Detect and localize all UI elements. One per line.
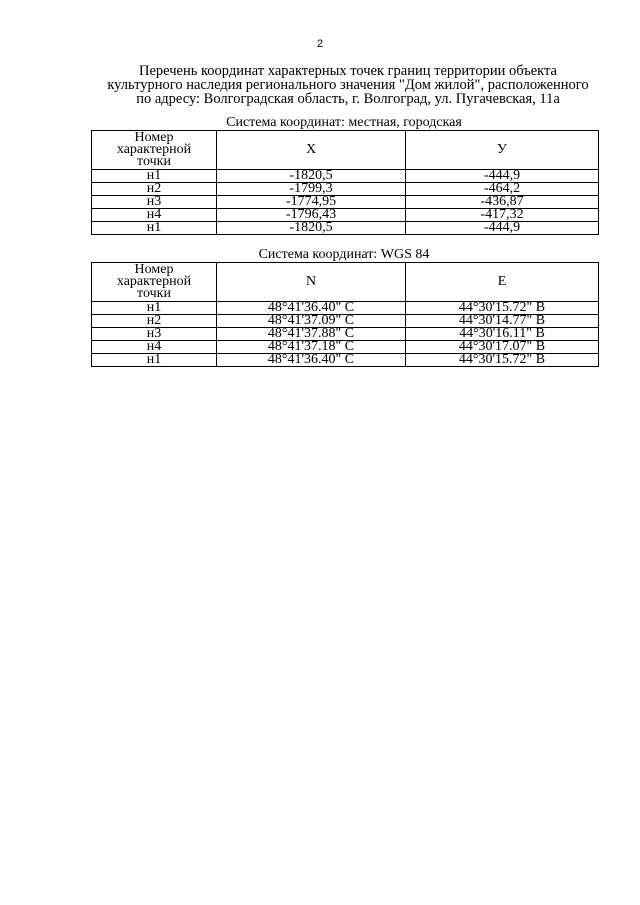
header-e: E bbox=[406, 263, 599, 302]
longitude-cell: 44°30'15.72" В bbox=[406, 302, 599, 315]
point-cell: н1 bbox=[92, 302, 217, 315]
table-row bbox=[92, 209, 599, 222]
table-row bbox=[92, 354, 599, 367]
y-cell: -436,87 bbox=[406, 196, 599, 209]
header-point-line: Номер bbox=[134, 262, 174, 277]
point-cell: н1 bbox=[92, 170, 217, 183]
header-point-line: точки bbox=[137, 154, 171, 169]
y-cell: -417,32 bbox=[406, 209, 599, 222]
x-cell: -1799,3 bbox=[217, 183, 406, 196]
longitude-cell: 44°30'17.07" В bbox=[406, 341, 599, 354]
title-line-1: Перечень координат характерных точек границ территории объекта bbox=[139, 63, 557, 79]
y-cell: -444,9 bbox=[406, 170, 599, 183]
longitude-cell: 44°30'14.77" В bbox=[406, 315, 599, 328]
point-cell: н3 bbox=[92, 328, 217, 341]
point-cell: н1 bbox=[92, 354, 217, 367]
y-cell: -444,9 bbox=[406, 222, 599, 235]
wgs84-coordinates-table bbox=[91, 262, 599, 367]
table-row bbox=[92, 170, 599, 183]
y-cell: -464,2 bbox=[406, 183, 599, 196]
header-point-line: Номер bbox=[134, 130, 174, 145]
latitude-cell: 48°41'36.40" С bbox=[217, 302, 406, 315]
latitude-cell: 48°41'37.88" С bbox=[217, 328, 406, 341]
latitude-cell: 48°41'36.40" С bbox=[217, 354, 406, 367]
longitude-cell: 44°30'15.72" В bbox=[406, 354, 599, 367]
point-cell: н2 bbox=[92, 315, 217, 328]
point-cell: н3 bbox=[92, 196, 217, 209]
local-system-caption: Система координат: местная, городская bbox=[226, 115, 462, 130]
point-cell: н1 bbox=[92, 222, 217, 235]
header-point-number bbox=[92, 131, 217, 170]
table-row bbox=[92, 222, 599, 235]
x-cell: -1820,5 bbox=[217, 170, 406, 183]
header-n: N bbox=[217, 263, 406, 302]
header-point-line: характерной bbox=[116, 274, 192, 289]
x-cell: -1796,43 bbox=[217, 209, 406, 222]
point-cell: н4 bbox=[92, 209, 217, 222]
header-point-line: характерной bbox=[116, 142, 192, 157]
title-line-2: культурного наследия регионального значения "Дом жилой", расположенного bbox=[107, 77, 589, 93]
x-cell: -1774,95 bbox=[217, 196, 406, 209]
header-point-number bbox=[92, 263, 217, 302]
header-x: Х bbox=[217, 131, 406, 170]
latitude-cell: 48°41'37.09" С bbox=[217, 315, 406, 328]
point-cell: н2 bbox=[92, 183, 217, 196]
title-line-3: по адресу: Волгоградская область, г. Волгоград, ул. Пугачевская, 11а bbox=[136, 91, 560, 107]
table-header-row bbox=[92, 263, 599, 302]
latitude-cell: 48°41'37.18" С bbox=[217, 341, 406, 354]
local-coordinates-table bbox=[91, 130, 599, 235]
table-header-row bbox=[92, 131, 599, 170]
wgs84-system-caption: Система координат: WGS 84 bbox=[258, 247, 430, 262]
header-point-line: точки bbox=[137, 286, 171, 301]
page-number: 2 bbox=[316, 38, 324, 50]
point-cell: н4 bbox=[92, 341, 217, 354]
document-title bbox=[88, 64, 608, 106]
header-y: У bbox=[406, 131, 599, 170]
x-cell: -1820,5 bbox=[217, 222, 406, 235]
longitude-cell: 44°30'16.11" В bbox=[406, 328, 599, 341]
